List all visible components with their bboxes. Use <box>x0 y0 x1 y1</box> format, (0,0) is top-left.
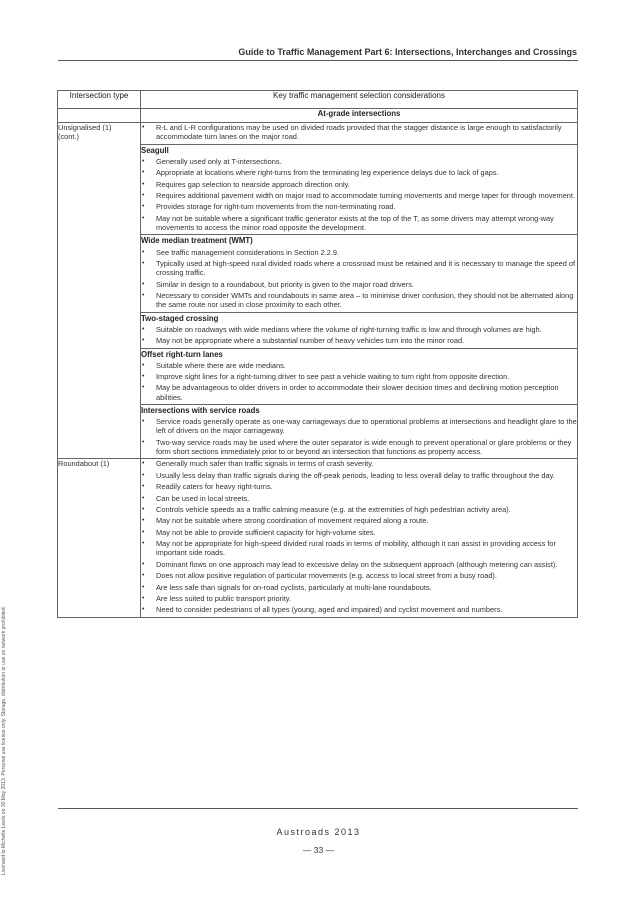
table-row <box>58 459 578 617</box>
list-item: • R-L and L-R configurations may be used on divided roads provided that the stagger distance is large enough to satisfactorily accommodate turn lanes on the major road. <box>141 123 577 141</box>
list-item: • Necessary to consider WMTs and roundabouts in same area – to minimise driver confusion, they should not be alternated along the same route nor used in close proximity to each other. <box>141 291 577 309</box>
roundabout-cell <box>141 459 578 617</box>
licence-stamp-text: Licensed to Michelle Lewis on 30 May 2013. Personal use licence only. Storage, distribution or use on network prohibited. <box>1 606 7 875</box>
column-header-type: Intersection type <box>58 91 141 109</box>
section-title: Seagull <box>141 145 169 155</box>
list-item: • Does not allow positive regulation of particular movements (e.g. access to local street from a busy road). <box>141 571 577 580</box>
list-item: • May not be appropriate for high-speed divided rural roads in terms of mobility, although it can assist in providing access for important side roads. <box>141 539 577 557</box>
list-item: • Requires gap selection to nearside approach direction only. <box>141 180 577 189</box>
running-header: Guide to Traffic Management Part 6: Intersections, Interchanges and Crossings <box>238 47 577 57</box>
list-item: • May not be suitable where a significant traffic generator exists at the top of the T, as some drivers may attempt wrong-way movements to access the minor road opposite the development. <box>141 214 577 232</box>
section-intersections-with-service-roads <box>141 405 578 459</box>
licence-stamp <box>1 515 11 875</box>
list-item: • Generally much safer than traffic signals in terms of crash severity. <box>141 459 577 468</box>
type-label: Roundabout (1) <box>58 459 110 469</box>
list-item: • May not be suitable where strong coordination of movement required along a route. <box>141 516 577 525</box>
list-item: • Improve sight lines for a right-turning driver to see past a vehicle waiting to turn right from opposite direction. <box>141 372 577 381</box>
header-rule <box>58 60 578 61</box>
column-header-considerations: Key traffic management selection considerations <box>141 91 578 109</box>
list-item: • Readily caters for heavy right-turns. <box>141 482 577 491</box>
section-offset-right-turn-lanes <box>141 348 578 405</box>
list-item: • Similar in design to a roundabout, but priority is given to the major road drivers. <box>141 280 577 289</box>
section-title: Two-staged crossing <box>141 313 219 323</box>
list-item: • Service roads generally operate as one-way carriageways due to operational problems at intersections and headlight glare to the left of drivers on the major carriageway. <box>141 417 577 435</box>
selection-considerations-table <box>57 90 578 618</box>
page-number: — 33 — <box>302 845 335 855</box>
list-item: • May be advantageous to older drivers in order to accommodate their slower decision times and declining motion perception abilities. <box>141 383 577 401</box>
list-item: • Are less suited to public transport priority. <box>141 594 577 603</box>
list-item: • Suitable where there are wide medians. <box>141 361 577 370</box>
table-header-row <box>58 91 578 109</box>
unsignalised-intro-cell <box>141 123 578 145</box>
list-item: • Appropriate at locations where right-turns from the terminating leg experience delays due to lack of gaps. <box>141 168 577 177</box>
table-row <box>58 123 578 145</box>
type-sublabel: (cont.) <box>58 132 79 142</box>
subheader-at-grade: At-grade intersections <box>141 109 578 123</box>
list-item: • Controls vehicle speeds as a traffic calming measure (e.g. at the extremities of high pedestrian activity area). <box>141 505 577 514</box>
list-item: • Requires additional pavement width on major road to accommodate turning movements and merge taper for through movement. <box>141 191 577 200</box>
list-item: • Usually less delay than traffic signals during the off-peak periods, leading to less overall delay to traffic throughout the day. <box>141 471 577 480</box>
type-label: Unsignalised (1) <box>58 123 112 132</box>
footer-rule <box>58 808 578 809</box>
list-item: • Need to consider pedestrians of all types (young, aged and impaired) and cyclist movement and numbers. <box>141 605 577 614</box>
section-title: Intersections with service roads <box>141 406 260 416</box>
subheader-row <box>58 109 578 123</box>
list-item: • Suitable on roadways with wide medians where the volume of right-turning traffic is low and through volumes are high. <box>141 325 577 334</box>
list-item: • Can be used in local streets. <box>141 494 577 503</box>
list-item: • Dominant flows on one approach may lead to excessive delay on the subsequent approach (although metering can assist). <box>141 560 577 569</box>
list-item: • Two-way service roads may be used where the outer separator is wide enough to prevent operational or glare problems or they form short sections immediately prior to or beyond an intersection that functions as property access. <box>141 438 577 456</box>
list-item: • Typically used at high-speed rural divided roads where a crossroad must be retained and it is necessary to manage the speed of crossing traffic. <box>141 259 577 277</box>
section-title: Offset right-turn lanes <box>141 349 223 359</box>
list-item: • See traffic management considerations in Section 2.2.9. <box>141 248 577 257</box>
section-wide-median-treatment <box>141 235 578 312</box>
list-item: • May not be appropriate where a substantial number of heavy vehicles turn into the minor road. <box>141 336 577 345</box>
section-seagull <box>141 144 578 235</box>
list-item: • Provides storage for right-turn movements from the non-terminating road. <box>141 202 577 211</box>
list-item: • Are less safe than signals for on-road cyclists, particularly at multi-lane roundabouts. <box>141 583 577 592</box>
intersection-type-unsignalised <box>58 123 141 459</box>
list-item: • May not be able to provide sufficient capacity for high-volume sites. <box>141 528 577 537</box>
intersection-type-roundabout <box>58 459 141 617</box>
section-title: Wide median treatment (WMT) <box>141 236 253 246</box>
list-item: • Generally used only at T-intersections. <box>141 157 577 166</box>
footer-publisher: Austroads 2013 <box>276 827 361 837</box>
section-two-staged-crossing <box>141 312 578 348</box>
